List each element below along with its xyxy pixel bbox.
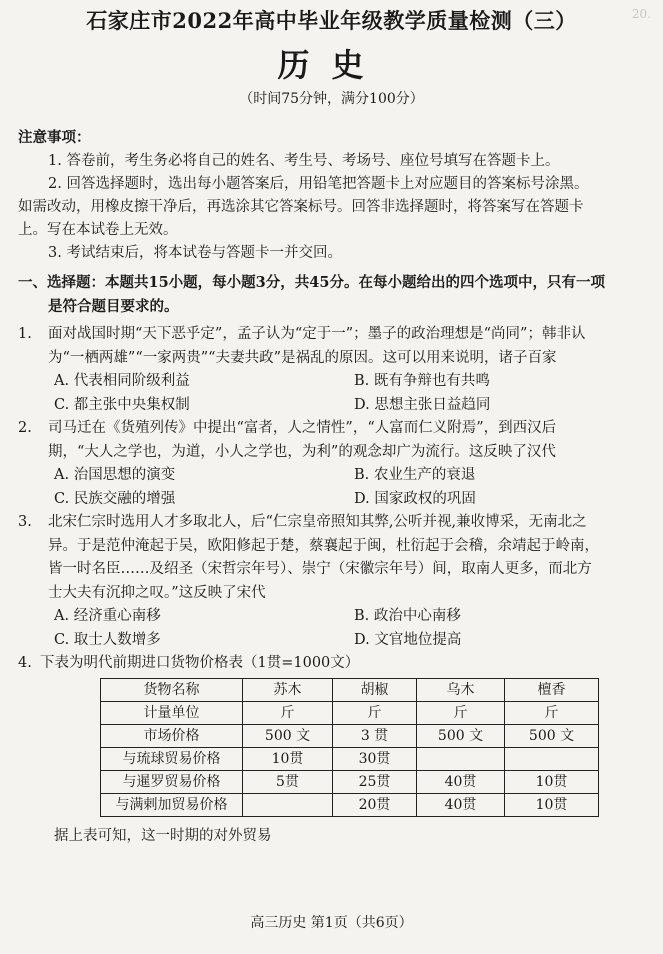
question-3-options: [18, 605, 645, 652]
table-cell: 20贯: [333, 793, 417, 816]
notice-item-1: 1. 答卷前，考生务必将自己的姓名、考生号、考场号、座位号填写在答题卡上。: [48, 153, 560, 169]
table-row: [101, 770, 599, 793]
table-cell: 斤: [333, 701, 417, 724]
question-1-number: 1.: [18, 326, 32, 342]
table-cell: 与琉球贸易价格: [101, 747, 243, 770]
question-2-number: 2.: [18, 420, 32, 436]
question-1-line-1: 面对战国时期“天下恶乎定”，孟子认为“定于一”；墨子的政治理想是“尚同”；韩非认: [48, 326, 586, 342]
corner-mark: 20.: [631, 7, 651, 21]
table-header-cell: 苏木: [243, 678, 333, 701]
table-cell: 25贯: [333, 770, 417, 793]
question-3-line-1: 北宋仁宗时选用人才多取北人，后“仁宗皇帝照知其弊,公听并视,兼收博采，无南北之: [48, 514, 587, 530]
table-cell: 10贯: [505, 793, 599, 816]
section-heading-line-1: 一、选择题：本题共15小题，每小题3分，共45分。在每小题给出的四个选项中，只有一项: [18, 274, 605, 291]
table-cell: 斤: [243, 701, 333, 724]
table-row: [101, 724, 599, 747]
table-cell: 40贯: [417, 793, 505, 816]
table-cell: 斤: [505, 701, 599, 724]
q2-option-d: D. 国家政权的巩固: [354, 490, 476, 507]
question-1-line-2: 为“一栖两雄”“一家两贵”“夫妻共政”是祸乱的原因。这可以用来说明，诸子百家: [48, 349, 557, 366]
table-cell: 5贯: [243, 770, 333, 793]
q2-option-c: C. 民族交融的增强: [54, 490, 176, 507]
table-cell: 40贯: [417, 770, 505, 793]
subject-title: 历史: [277, 46, 386, 84]
table-cell: 10贯: [505, 770, 599, 793]
question-1-options: [18, 370, 645, 417]
question-3-line-4: 士大夫有沉抑之叹。”这反映了宋代: [48, 584, 266, 601]
table-cell: [243, 793, 333, 816]
q3-option-d: D. 文官地位提高: [354, 631, 462, 648]
table-header-cell: 乌木: [417, 678, 505, 701]
question-2-line-2: 期，“大人之学也，为道，小人之学也，为利”的观念却广为流行。这反映了汉代: [48, 443, 556, 460]
time-info: （时间75分钟，满分100分）: [239, 91, 424, 107]
table-header-cell: 胡椒: [333, 678, 417, 701]
question-3: [18, 511, 645, 535]
table-header-cell: 货物名称: [101, 678, 243, 701]
question-4: [18, 652, 645, 676]
page-footer: 高三历史 第1页（共6页）: [250, 915, 413, 931]
question-2-line-1: 司马迁在《货殖列传》中提出“富者，人之情性”，“人富而仁义附焉”，到西汉后: [48, 420, 557, 436]
table-cell: 斤: [417, 701, 505, 724]
question-3-line-2: 异。于是范仲淹起于吴，欧阳修起于楚，蔡襄起于闽，杜衍起于会稽，余靖起于岭南，: [48, 537, 599, 554]
table-cell: [505, 747, 599, 770]
section-heading-line-2: 是符合题目要求的。: [48, 298, 179, 315]
price-table: [100, 678, 599, 817]
table-cell: 500 文: [505, 724, 599, 747]
question-3-line-3: 皆一时名臣……及绍圣（宋哲宗年号）、崇宁（宋徽宗年号）间，取南人更多，而北方: [48, 561, 592, 577]
q1-option-a: A. 代表相同阶级利益: [54, 373, 190, 389]
exam-title: 石家庄市2022年高中毕业年级教学质量检测（三）: [86, 8, 577, 33]
table-cell: 500 文: [243, 724, 333, 747]
notice-item-2-line-3: 上。写在本试卷上无效。: [18, 222, 178, 238]
question-4-number: 4.: [18, 655, 32, 671]
table-cell: 市场价格: [101, 724, 243, 747]
q1-option-c: C. 都主张中央集权制: [54, 396, 190, 413]
table-header-cell: 檀香: [505, 678, 599, 701]
table-header-row: [101, 678, 599, 701]
table-cell: 3 贯: [333, 724, 417, 747]
notice-item-3: 3. 考试结束后，将本试卷与答题卡一并交回。: [48, 245, 342, 261]
q3-option-a: A. 经济重心南移: [54, 608, 161, 624]
question-2: [18, 417, 645, 441]
question-2-options: [18, 464, 645, 511]
notice-item-2-line-1: 2. 回答选择题时，选出每小题答案后，用铅笔把答题卡上对应题目的答案标号涂黑。: [48, 176, 589, 192]
q3-option-c: C. 取士人数增多: [54, 631, 161, 648]
table-cell: [417, 747, 505, 770]
table-row: [101, 747, 599, 770]
table-row: [101, 793, 599, 816]
table-cell: 10贯: [243, 747, 333, 770]
question-1: [18, 323, 645, 347]
table-cell: 计量单位: [101, 701, 243, 724]
table-row: [101, 701, 599, 724]
q2-option-b: B. 农业生产的衰退: [354, 467, 476, 483]
table-cell: 与满剌加贸易价格: [101, 793, 243, 816]
table-cell: 与暹罗贸易价格: [101, 770, 243, 793]
q2-option-a: A. 治国思想的演变: [54, 467, 176, 483]
q1-option-b: B. 既有争辩也有共鸣: [354, 373, 490, 389]
question-4-conclusion: 据上表可知，这一时期的对外贸易: [54, 827, 272, 844]
table-cell: 30贯: [333, 747, 417, 770]
notice-item-2-line-2: 如需改动，用橡皮擦干净后，再选涂其它答案标号。回答非选择题时，将答案写在答题卡: [18, 199, 584, 215]
notice-heading: 注意事项：: [18, 129, 91, 146]
q3-option-b: B. 政治中心南移: [354, 608, 461, 624]
q1-option-d: D. 思想主张日益趋同: [354, 396, 491, 413]
question-3-number: 3.: [18, 514, 32, 530]
table-cell: 500 文: [417, 724, 505, 747]
question-4-intro: 下表为明代前期进口货物价格表（1贯=1000文）: [40, 655, 360, 671]
